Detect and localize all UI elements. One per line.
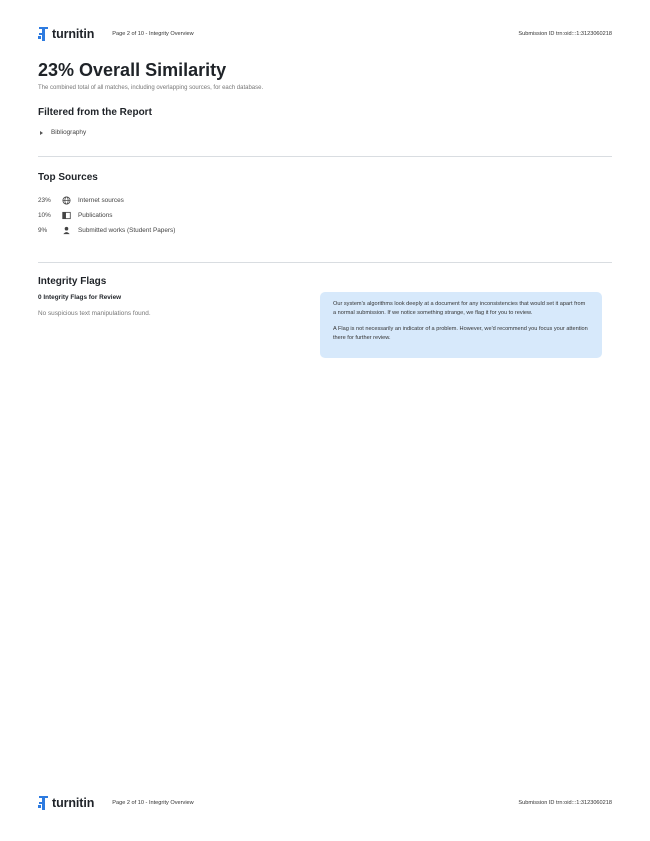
filter-item-label: Bibliography: [51, 129, 87, 136]
page-info: Page 2 of 10 - Integrity Overview: [112, 800, 194, 806]
divider: [38, 156, 612, 157]
integrity-flags-heading: Integrity Flags: [38, 276, 107, 287]
page-subtitle: The combined total of all matches, including overlapping sources, for each database.: [38, 85, 264, 91]
source-percent: 23%: [38, 196, 51, 204]
integrity-info-box: [320, 292, 602, 358]
source-label: Submitted works (Student Papers): [78, 226, 176, 234]
page-footer: [38, 793, 612, 813]
page-header: [38, 24, 612, 44]
source-label: Internet sources: [78, 196, 124, 204]
book-icon: [62, 211, 78, 220]
person-icon: [62, 226, 78, 235]
source-row-internet: [38, 195, 124, 205]
divider: [38, 262, 612, 263]
flags-none-text: No suspicious text manipulations found.: [38, 310, 151, 317]
turnitin-logo-icon: [38, 795, 49, 811]
globe-icon: [62, 196, 78, 205]
logo-text: turnitin: [52, 27, 95, 41]
source-percent: 10%: [38, 211, 51, 219]
page-info: Page 2 of 10 - Integrity Overview: [112, 31, 194, 37]
logo-text: turnitin: [52, 796, 95, 810]
submission-id: Submission ID trn:oid:::1:3123060218: [518, 800, 612, 806]
turnitin-logo: [38, 795, 94, 811]
page-title: 23% Overall Similarity: [38, 60, 227, 80]
triangle-right-icon: [40, 131, 43, 135]
source-label: Publications: [78, 211, 113, 219]
submission-id: Submission ID trn:oid:::1:3123060218: [518, 31, 612, 37]
info-paragraph: Our system's algorithms look deeply at a document for any inconsistencies that would set it apart from a normal submission. If we notice something strange, we flag it for you to review.: [333, 301, 586, 316]
source-percent: 9%: [38, 226, 48, 234]
filtered-heading: Filtered from the Report: [38, 107, 152, 118]
source-row-publications: [38, 210, 112, 220]
turnitin-logo: [38, 26, 94, 42]
turnitin-logo-icon: [38, 26, 49, 42]
source-row-student-papers: [38, 225, 175, 235]
info-paragraph: A Flag is not necessarily an indicator of a problem. However, we'd recommend you focus your attention there for further review.: [333, 326, 588, 341]
flags-count: 0 Integrity Flags for Review: [38, 294, 122, 301]
filter-item-bibliography[interactable]: [40, 129, 86, 136]
top-sources-heading: Top Sources: [38, 172, 98, 183]
